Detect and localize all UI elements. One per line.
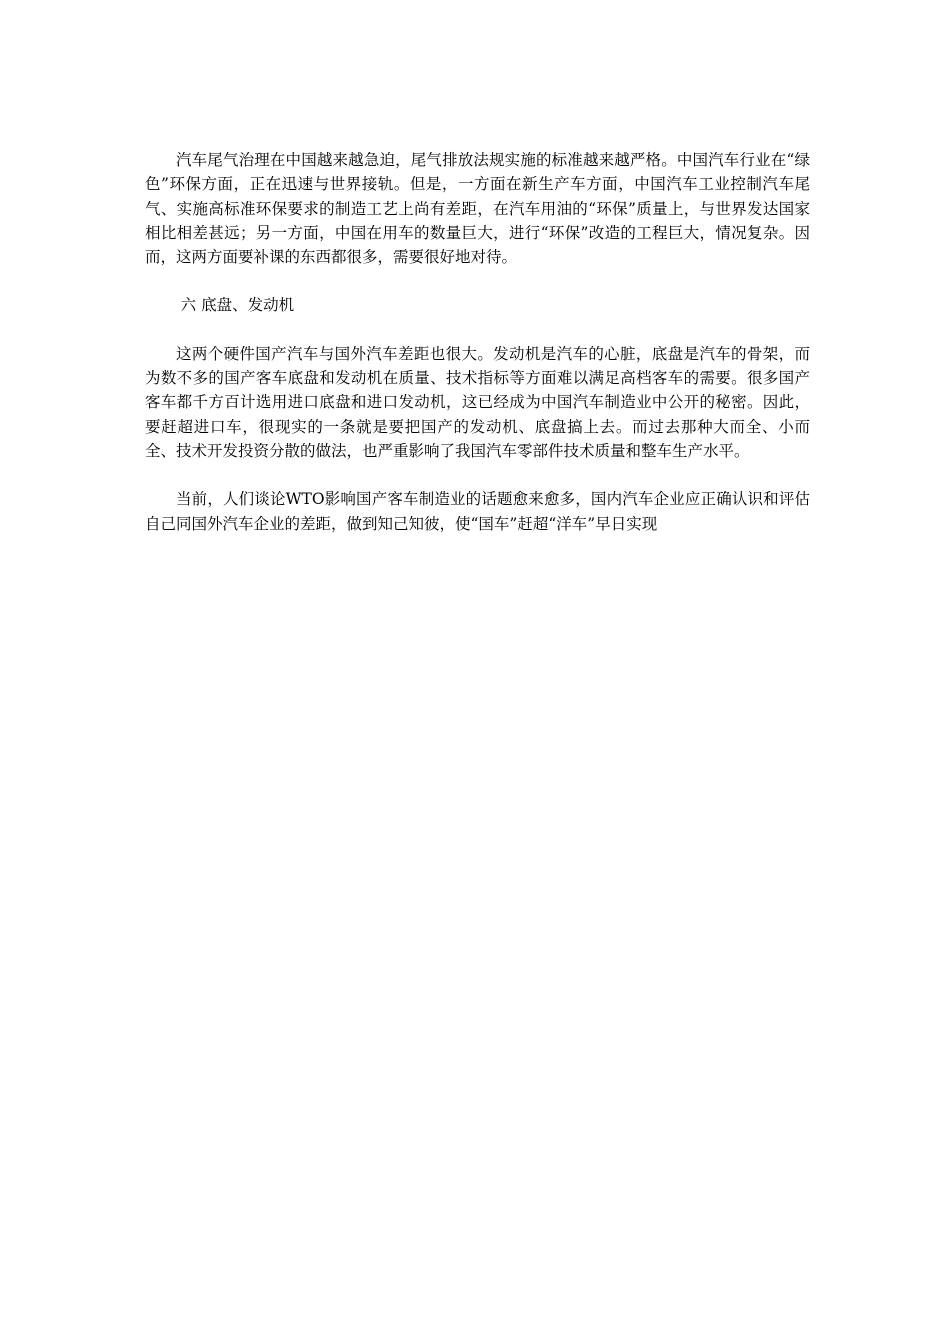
document-body bbox=[145, 148, 810, 536]
paragraph-chassis-engine-gap: 这两个硬件国产汽车与国外汽车差距也很大。发动机是汽车的心脏，底盘是汽车的骨架，而为数不多的国产客车底盘和发动机在质量、技术指标等方面难以满足高档客车的需要。很多国产客车都千方百计选用进口底盘和进口发动机，这已经成为中国汽车制造业中公开的秘密。因此，要赶超进口车，很现实的一条就是要把国产的发动机、底盘搞上去。而过去那种大而全、小而全、技术开发投资分散的做法，也严重影响了我国汽车零部件技术质量和整车生产水平。 bbox=[145, 344, 810, 460]
section-heading-chassis-engine: 六 底盘、发动机 bbox=[180, 296, 295, 315]
paragraph-wto-impact: 当前，人们谈论WTO影响国产客车制造业的话题愈来愈多，国内汽车企业应正确认识和评估自己同国外汽车企业的差距，做到知己知彼，使“国车”赶超“洋车”早日实现 bbox=[145, 490, 810, 533]
paragraph-exhaust-treatment: 汽车尾气治理在中国越来越急迫，尾气排放法规实施的标准越来越严格。中国汽车行业在“绿色”环保方面，正在迅速与世界接轨。但是，一方面在新生产车方面，中国汽车工业控制汽车尾气、实施高标准环保要求的制造工艺上尚有差距，在汽车用油的“环保”质量上，与世界发达国家相比相差甚远；另一方面，中国在用车的数量巨大，进行“环保”改造的工程巨大，情况复杂。因而，这两方面要补课的东西都很多，需要很好地对待。 bbox=[145, 151, 810, 267]
